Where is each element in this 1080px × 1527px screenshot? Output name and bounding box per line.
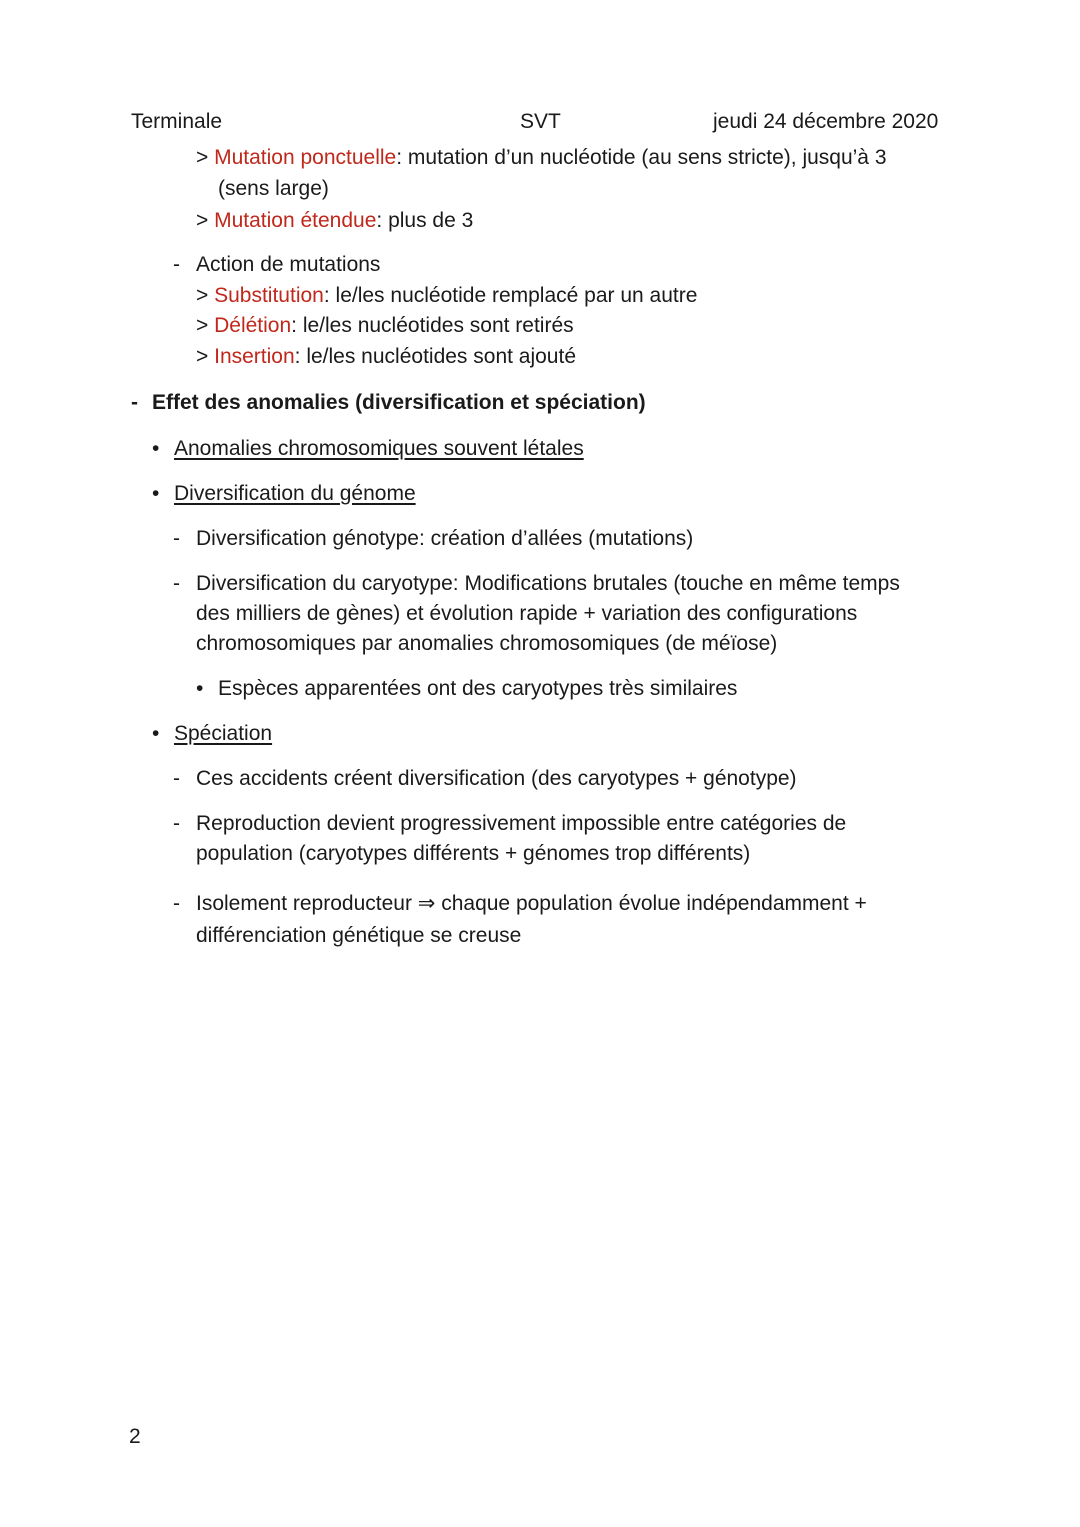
list-item (196, 206, 473, 236)
bullet-marker: • (152, 722, 160, 745)
bullet-heading: Anomalies chromosomiques souvent létales (174, 437, 584, 460)
dash-marker: - (173, 572, 180, 595)
dash-marker: - (131, 391, 138, 414)
dash-marker: - (173, 812, 180, 835)
header-subject: SVT (520, 110, 561, 133)
dash-item-reproduction-line1: Reproduction devient progressivement impossible entre catégories de (196, 812, 847, 835)
dash-item-reproduction-line2: population (caryotypes différents + génomes trop différents) (196, 842, 751, 865)
term-desc: : le/les nucléotides sont retirés (291, 314, 574, 337)
term-mutation-etendue: Mutation étendue (214, 209, 377, 232)
term-desc: : mutation d’un nucléotide (au sens stricte), jusqu’à 3 (396, 146, 887, 169)
gt-marker: > (196, 345, 209, 368)
dash-item-accidents: Ces accidents créent diversification (des caryotypes + génotype) (196, 767, 797, 790)
term-mutation-ponctuelle: Mutation ponctuelle (214, 146, 397, 169)
continuation-line: (sens large) (218, 177, 329, 200)
dash-item-caryotype-line1: Diversification du caryotype: Modifications brutales (touche en même temps (196, 572, 900, 595)
dash-marker: - (173, 767, 180, 790)
dash-marker: - (173, 253, 180, 276)
bullet-heading: Diversification du génome (174, 482, 416, 505)
bullet-heading: Spéciation (174, 722, 273, 745)
list-item (196, 311, 574, 341)
term-desc: : plus de 3 (376, 209, 474, 232)
header-date: jeudi 24 décembre 2020 (713, 110, 939, 133)
dash-item-genotype: Diversification génotype: création d’allées (mutations) (196, 527, 694, 550)
gt-marker: > (196, 314, 209, 337)
term-desc: : le/les nucléotide remplacé par un autre (323, 284, 698, 307)
term-deletion: Délétion (214, 314, 292, 337)
term-insertion: Insertion (214, 345, 295, 368)
list-item (196, 281, 697, 311)
dash-item-caryotype-line3: chromosomiques par anomalies chromosomiques (de méïose) (196, 632, 778, 655)
bullet-marker: • (152, 437, 160, 460)
bullet-marker: • (196, 677, 204, 700)
sub-bullet-especes: Espèces apparentées ont des caryotypes très similaires (218, 677, 738, 700)
dash-item-isolement-line1: Isolement reproducteur ⇒ chaque population évolue indépendamment + (196, 892, 867, 915)
bullet-marker: • (152, 482, 160, 505)
action-title: Action de mutations (196, 253, 381, 276)
dash-marker: - (173, 892, 180, 915)
section-title: Effet des anomalies (diversification et spéciation) (152, 391, 646, 414)
gt-marker: > (196, 209, 209, 232)
header-level: Terminale (131, 110, 223, 133)
dash-item-isolement-line2: différenciation génétique se creuse (196, 924, 522, 947)
term-substitution: Substitution (214, 284, 324, 307)
dash-marker: - (173, 527, 180, 550)
gt-marker: > (196, 284, 209, 307)
dash-item-caryotype-line2: des milliers de gènes) et évolution rapide + variation des configurations (196, 602, 858, 625)
page-number: 2 (129, 1425, 141, 1448)
list-item (196, 342, 576, 372)
list-item (196, 143, 887, 173)
term-desc: : le/les nucléotides sont ajouté (294, 345, 577, 368)
gt-marker: > (196, 146, 209, 169)
